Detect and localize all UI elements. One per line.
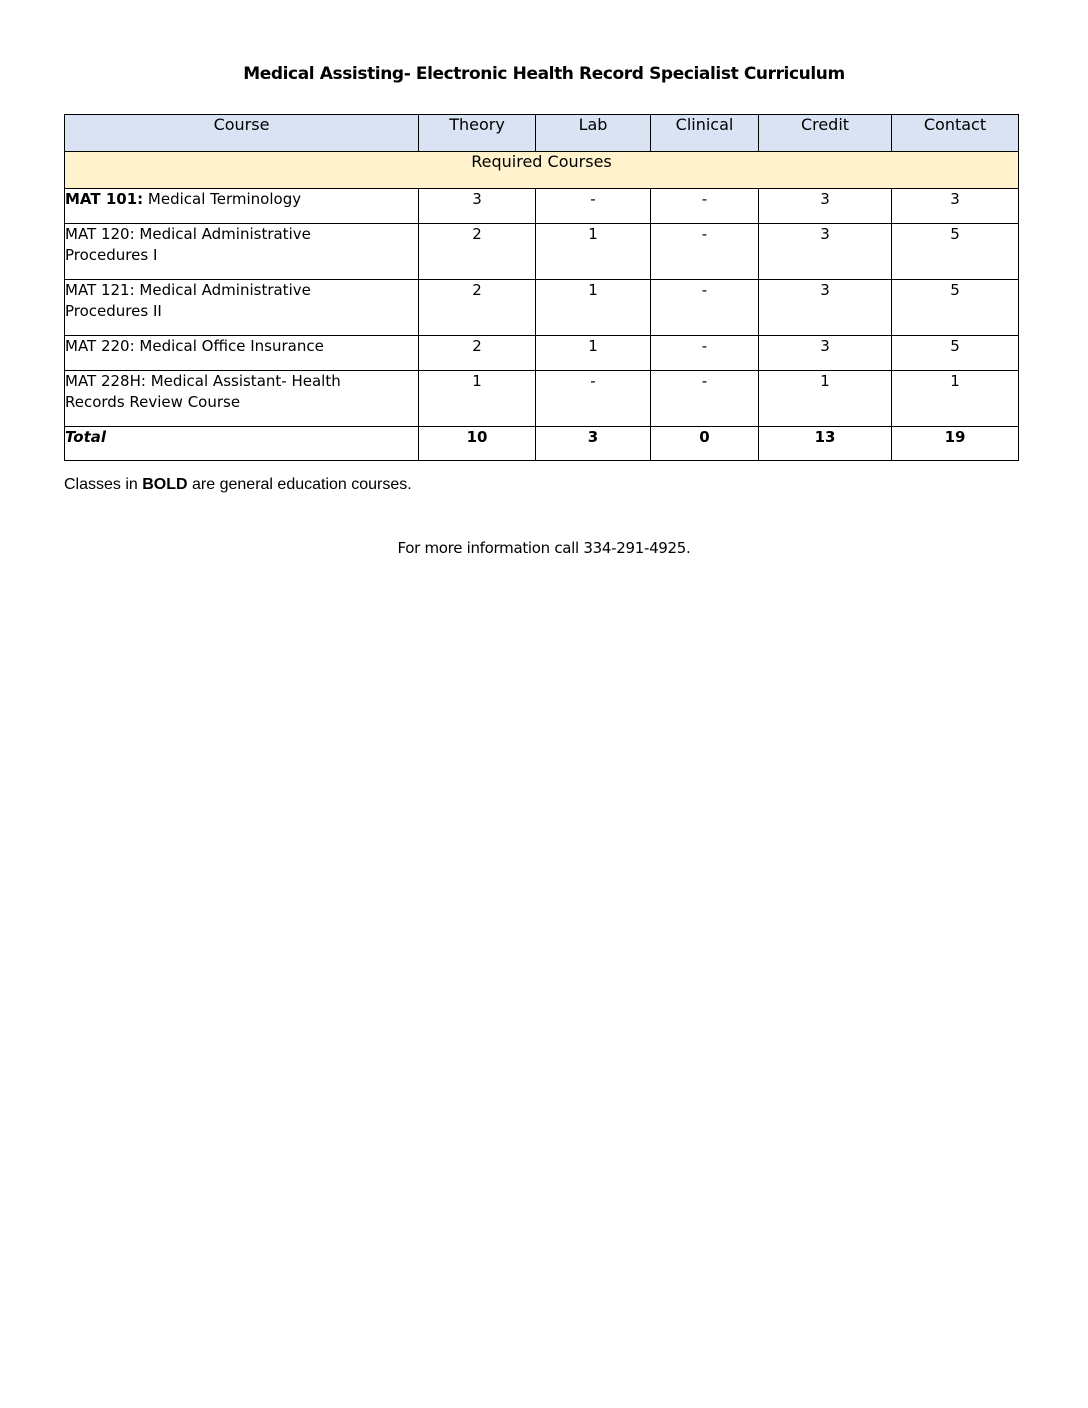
total-contact: 19 bbox=[892, 427, 1019, 461]
table-header-row bbox=[65, 115, 1019, 152]
curriculum-table bbox=[64, 114, 1019, 461]
note-bold-word: BOLD bbox=[142, 476, 188, 493]
total-credit: 13 bbox=[759, 427, 892, 461]
theory-cell: 2 bbox=[419, 224, 536, 280]
credit-cell: 3 bbox=[759, 224, 892, 280]
contact-cell: 5 bbox=[892, 224, 1019, 280]
course-code: MAT 120: Medical Administrative bbox=[65, 225, 311, 243]
table-row bbox=[65, 336, 1019, 371]
course-cell bbox=[65, 280, 419, 336]
course-name: Records Review Course bbox=[65, 393, 241, 411]
clinical-cell: - bbox=[651, 336, 759, 371]
clinical-cell: - bbox=[651, 189, 759, 224]
course-cell bbox=[65, 224, 419, 280]
course-code: MAT 121: Medical Administrative bbox=[65, 281, 311, 299]
lab-cell: - bbox=[536, 371, 651, 427]
credit-cell: 3 bbox=[759, 280, 892, 336]
lab-cell: 1 bbox=[536, 224, 651, 280]
lab-cell: - bbox=[536, 189, 651, 224]
header-credit: Credit bbox=[759, 115, 892, 152]
general-education-note bbox=[64, 476, 412, 494]
course-cell bbox=[65, 189, 419, 224]
theory-cell: 1 bbox=[419, 371, 536, 427]
course-cell bbox=[65, 336, 419, 371]
table-row bbox=[65, 280, 1019, 336]
total-lab: 3 bbox=[536, 427, 651, 461]
header-theory: Theory bbox=[419, 115, 536, 152]
course-name: Procedures I bbox=[65, 246, 158, 264]
contact-cell: 5 bbox=[892, 336, 1019, 371]
contact-cell: 3 bbox=[892, 189, 1019, 224]
theory-cell: 2 bbox=[419, 336, 536, 371]
clinical-cell: - bbox=[651, 371, 759, 427]
course-code: MAT 228H: Medical Assistant- Health bbox=[65, 372, 341, 390]
contact-info: For more information call 334-291-4925. bbox=[397, 539, 691, 557]
document-title: Medical Assisting- Electronic Health Record Specialist Curriculum bbox=[243, 64, 845, 84]
course-name: Procedures II bbox=[65, 302, 162, 320]
clinical-cell: - bbox=[651, 224, 759, 280]
lab-cell: 1 bbox=[536, 280, 651, 336]
table-row bbox=[65, 224, 1019, 280]
note-prefix: Classes in bbox=[64, 476, 143, 493]
course-code: MAT 220: Medical Office Insurance bbox=[65, 337, 324, 355]
course-code: MAT 101: bbox=[65, 190, 144, 208]
section-label-required-courses: Required Courses bbox=[65, 152, 1019, 189]
header-contact: Contact bbox=[892, 115, 1019, 152]
lab-cell: 1 bbox=[536, 336, 651, 371]
note-suffix: are general education courses. bbox=[187, 476, 412, 493]
credit-cell: 3 bbox=[759, 336, 892, 371]
course-cell bbox=[65, 371, 419, 427]
total-theory: 10 bbox=[419, 427, 536, 461]
total-label-cell bbox=[65, 427, 419, 461]
section-row bbox=[65, 152, 1019, 189]
theory-cell: 3 bbox=[419, 189, 536, 224]
header-course: Course bbox=[65, 115, 419, 152]
header-clinical: Clinical bbox=[651, 115, 759, 152]
credit-cell: 3 bbox=[759, 189, 892, 224]
table-row bbox=[65, 371, 1019, 427]
header-lab: Lab bbox=[536, 115, 651, 152]
total-label: Total bbox=[65, 428, 107, 446]
table-row bbox=[65, 189, 1019, 224]
contact-cell: 5 bbox=[892, 280, 1019, 336]
clinical-cell: - bbox=[651, 280, 759, 336]
total-clinical: 0 bbox=[651, 427, 759, 461]
total-row bbox=[65, 427, 1019, 461]
contact-cell: 1 bbox=[892, 371, 1019, 427]
credit-cell: 1 bbox=[759, 371, 892, 427]
theory-cell: 2 bbox=[419, 280, 536, 336]
course-name: Medical Terminology bbox=[143, 190, 302, 208]
